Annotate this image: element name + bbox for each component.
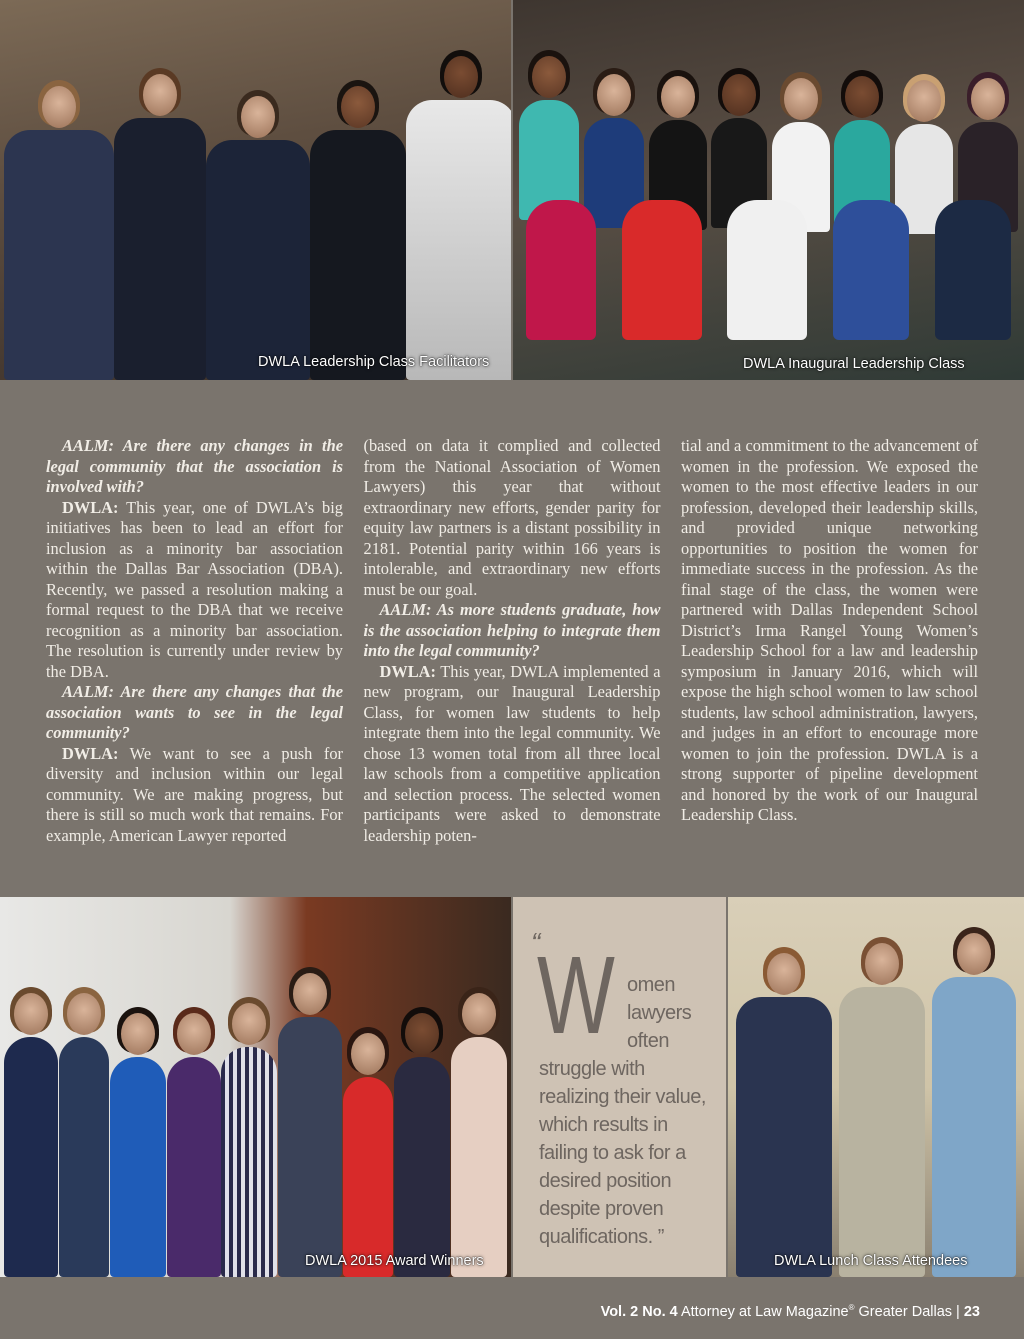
answer-minority-bar <box>46 498 343 683</box>
answer-lead: DWLA: <box>379 661 436 681</box>
answer-continued-pipeline: tial and a commitment to the advancement of women in the profession. We exposed the women to the most effective leaders in our profession, developed their leadership skills, and provided unique networking opportunities to position the women for immediate success in the profession. As the final stage of the class, the women were partnered with Dallas Independent School District’s Irma Rangel Young Women’s Leadership School for a law and leadership symposium in January 2016, which will expose the high school women to law school students, law school administration, lawyers, and judges in an effort to encourage more women to join the profession. DWLA is a strong supporter of pipeline development and honored by the work of our Inaugural Leadership Class. <box>681 436 978 824</box>
pull-quote <box>513 897 726 1277</box>
footer-magazine: Attorney at Law Magazine <box>680 1303 849 1320</box>
photo-people-group <box>728 927 1024 1277</box>
answer-continued-parity: (based on data it complied and collected from the National Association of Women Lawyers) this year that without extraordinary new efforts, gender parity for equity law partners is a distant possibility in 2181. Potential parity within 166 years is intolerable, and extraordinary new efforts must be our goal. <box>363 436 661 599</box>
caption-award-winners: DWLA 2015 Award Winners <box>305 1253 484 1269</box>
quote-text <box>539 971 714 1251</box>
page-number: 23 <box>963 1303 980 1320</box>
answer-text: This year, one of DWLA’s big initiatives has been to lead an effort for inclusion as a minority bar association within the Dallas Bar Association (DBA). Recently, we passed a resolution making a formal request to the DBA that we receive recognition as a minority bar association. The resolution is currently under review by the DBA. <box>46 497 343 681</box>
question-changes-involved: AALM: Are there any changes in the legal community that the association is involved with? <box>46 436 343 496</box>
photo-award-winners <box>0 897 511 1277</box>
photo-lunch-class-attendees <box>728 897 1024 1277</box>
caption-lunch-class-attendees: DWLA Lunch Class Attendees <box>774 1253 968 1269</box>
footer-edition: Greater Dallas <box>858 1303 953 1320</box>
answer-diversity <box>46 744 343 847</box>
quote-line: omen <box>627 974 676 996</box>
article-body <box>46 436 978 856</box>
answer-text: We want to see a push for diversity and inclusion within our legal community. We are making progress, but there is still so much work that remains. For example, American Lawyer reported <box>46 743 343 845</box>
question-students-integrate: AALM: As more students graduate, how is the association helping to integrate them into the legal community? <box>363 600 661 660</box>
answer-leadership-class <box>364 662 661 847</box>
article-column-2 <box>364 436 661 856</box>
quote-line: lawyers <box>627 1002 692 1024</box>
page-footer <box>601 1303 980 1320</box>
quote-line: often <box>627 1030 669 1052</box>
photo-people-group <box>0 943 511 1277</box>
question-changes-wanted: AALM: Are there any changes that the association wants to see in the legal community? <box>46 682 343 742</box>
photo-leadership-facilitators <box>0 0 511 380</box>
caption-inaugural-leadership-class: DWLA Inaugural Leadership Class <box>743 356 965 372</box>
quote-open-mark: “ <box>531 927 541 958</box>
article-column-3 <box>681 436 978 856</box>
article-column-1 <box>46 436 343 856</box>
quote-body: struggle with realizing their value, which results in failing to ask for a desired position despite proven qualifications. <box>539 1058 706 1248</box>
quote-drop-cap: W <box>537 934 615 1057</box>
footer-issue: Vol. 2 No. 4 <box>600 1303 678 1320</box>
answer-text: This year, DWLA implemented a new program, our Inaugural Leadership Class, for women law students to help integrate them into the legal community. We chose 13 women total from all three local law schools from a competitive application and selection process. The selected women participants were asked to demonstrate leadership poten- <box>363 661 661 845</box>
footer-registered-mark: ® <box>848 1303 855 1312</box>
answer-lead: DWLA: <box>62 743 119 763</box>
quote-close-mark: ” <box>657 1226 664 1248</box>
footer-separator: | <box>956 1303 960 1320</box>
photo-people-group <box>0 84 511 380</box>
photo-inaugural-leadership-class <box>513 0 1024 380</box>
answer-lead: DWLA: <box>62 497 119 517</box>
caption-leadership-facilitators: DWLA Leadership Class Facilitators <box>258 354 490 370</box>
